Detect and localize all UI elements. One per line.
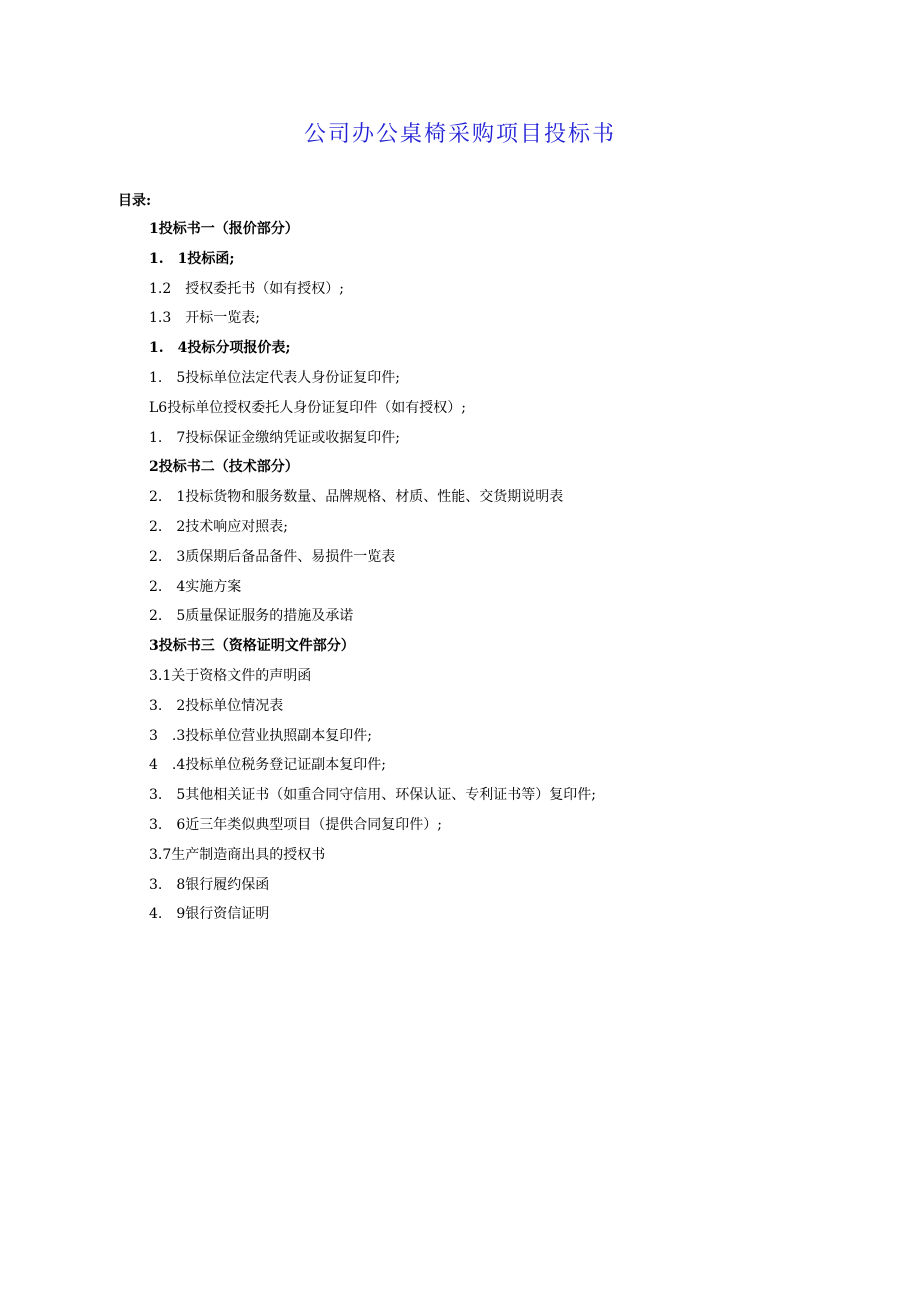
toc-item: 3. 5其他相关证书（如重合同守信用、环保认证、专利证书等）复印件; — [149, 787, 596, 804]
toc-item: 1. 5投标单位法定代表人身份证复印件; — [149, 369, 400, 386]
toc-item: 1.3 开标一览表; — [149, 310, 260, 327]
toc-item: 2. 1投标货物和服务数量、品牌规格、材质、性能、交货期说明表 — [149, 489, 564, 506]
page-title: 公司办公桌椅采购项目投标书 — [303, 122, 616, 147]
toc-item: 3.1关于资格文件的声明函 — [149, 667, 312, 684]
toc-item: 2. 2技术响应对照表; — [149, 518, 288, 535]
toc-item: 2. 3质保期后备品备件、易损件一览表 — [149, 548, 396, 565]
toc-list — [149, 218, 596, 933]
toc-item: 2投标书二（技术部分） — [149, 459, 299, 476]
toc-item: 1. 1投标函; — [149, 250, 235, 267]
toc-item: 3 .3投标单位营业执照副本复印件; — [149, 727, 372, 744]
toc-item: 1投标书一（报价部分） — [149, 221, 299, 237]
toc-item: 4 .4投标单位税务登记证副本复印件; — [149, 757, 386, 774]
toc-label: 目录: — [118, 193, 152, 209]
toc-item: 3. 8银行履约保函 — [149, 876, 270, 893]
toc-item: 3. 2投标单位情况表 — [149, 697, 284, 714]
toc-item: 3投标书三（资格证明文件部分） — [149, 638, 355, 655]
toc-item: L6投标单位授权委托人身份证复印件（如有授权）; — [149, 399, 466, 416]
toc-item: 2. 4实施方案 — [149, 578, 242, 595]
toc-item: 1. 4投标分项报价表; — [149, 340, 291, 357]
toc-item: 2. 5质量保证服务的措施及承诺 — [149, 608, 354, 625]
toc-item: 3.7生产制造商出具的授权书 — [149, 846, 326, 863]
toc-item: 1. 7投标保证金缴纳凭证或收据复印件; — [149, 429, 400, 446]
toc-item: 1.2 授权委托书（如有授权）; — [149, 280, 344, 297]
toc-item: 3. 6近三年类似典型项目（提供合同复印件）; — [149, 816, 442, 833]
toc-item: 4. 9银行资信证明 — [149, 906, 270, 923]
